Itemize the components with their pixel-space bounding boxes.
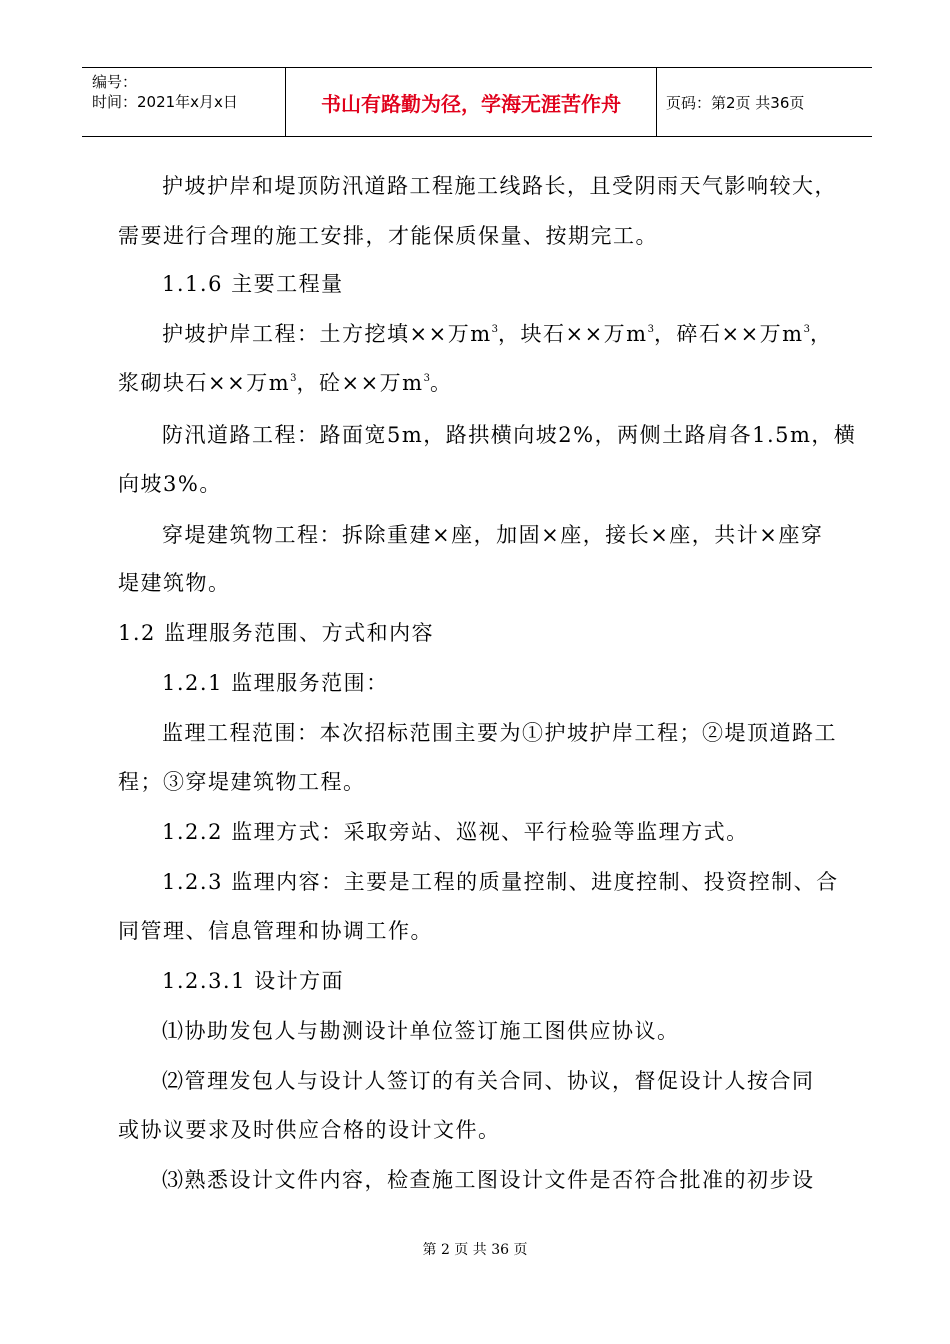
section-heading: 1.2.1 监理服务范围： [162, 671, 389, 695]
section-heading: 1.2 监理服务范围、方式和内容 [118, 621, 435, 645]
body-line: 1.2.3 监理内容：主要是工程的质量控制、进度控制、投资控制、合 [162, 870, 839, 894]
document-header [82, 67, 872, 137]
body-line: 1.2.2 监理方式：采取旁站、巡视、平行检验等监理方式。 [162, 820, 749, 844]
body-line: 浆砌块石××万$m^3$，砼××万$m^3$。 [118, 371, 453, 395]
page-footer: 第 2 页 共 36 页 [422, 1242, 528, 1258]
body-line: 程；③穿堤建筑物工程。 [118, 770, 366, 794]
list-item: ⑵管理发包人与设计人签订的有关合同、协议，督促设计人按合同 [162, 1069, 815, 1093]
list-item: ⑴协助发包人与勘测设计单位签订施工图供应协议。 [162, 1019, 680, 1043]
body-line: 同管理、信息管理和协调工作。 [118, 919, 433, 943]
body-line: 护坡护岸和堤顶防汛道路工程施工线路长，且受阴雨天气影响较大， [162, 174, 837, 198]
header-motto: 书山有路勤为径，学海无涯苦作舟 [321, 92, 621, 116]
body-line: 或协议要求及时供应合格的设计文件。 [118, 1118, 501, 1142]
body-line: 向坡3%。 [118, 472, 222, 496]
header-page-info: 页码：第2页 共36页 [666, 94, 805, 112]
body-line: 监理工程范围：本次招标范围主要为①护坡护岸工程；②堤顶道路工 [162, 721, 837, 745]
time-label: 时间：2021年x月x日 [92, 93, 238, 111]
body-line: 防汛道路工程：路面宽5m，路拱横向坡2%，两侧土路肩各1.5m，横 [162, 423, 857, 447]
header-divider [656, 68, 657, 136]
section-heading: 1.1.6 主要工程量 [162, 272, 344, 296]
body-line: 穿堤建筑物工程：拆除重建×座，加固×座，接长×座，共计×座穿 [162, 523, 824, 547]
body-line: 护坡护岸工程：土方挖填××万$m^3$，块石××万$m^3$，碎石××万$m^3$， [162, 322, 833, 346]
header-meta [92, 72, 282, 112]
body-line: 需要进行合理的施工安排，才能保质保量、按期完工。 [118, 224, 658, 248]
list-item: ⑶熟悉设计文件内容，检查施工图设计文件是否符合批准的初步设 [162, 1168, 815, 1192]
section-heading: 1.2.3.1 设计方面 [162, 969, 345, 993]
body-line: 堤建筑物。 [118, 571, 231, 595]
number-label: 编号： [92, 73, 138, 91]
